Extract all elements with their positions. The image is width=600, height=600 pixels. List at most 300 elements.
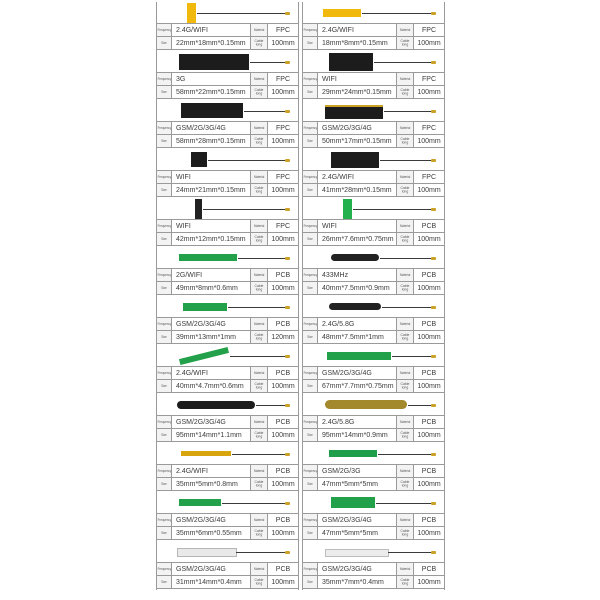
material-value: PCB <box>268 318 298 331</box>
product-cell <box>157 149 298 198</box>
material-label: Material <box>251 73 268 86</box>
size-value: 39mm*13mm*1mm <box>172 331 251 344</box>
frequency-label: Frequency <box>157 73 172 86</box>
spec-table <box>157 513 298 540</box>
cable-long-value: 120mm <box>268 331 298 344</box>
frequency-value: 3G <box>172 73 251 86</box>
cable-long-value: 100mm <box>268 527 298 540</box>
ipex-connector-icon <box>431 453 436 456</box>
material-label: Material <box>251 318 268 331</box>
product-cell <box>303 296 444 345</box>
cable-long-value: 100mm <box>414 478 444 491</box>
cable-long-value: 100mm <box>268 429 298 442</box>
cable-long-value: 100mm <box>414 429 444 442</box>
frequency-label: Frequency <box>157 269 172 282</box>
ipex-connector-icon <box>431 257 436 260</box>
spec-table <box>303 23 444 50</box>
material-value: FPC <box>414 122 444 135</box>
cable-long-value: 100mm <box>414 184 444 197</box>
cable-long-label: Cable long <box>251 37 268 50</box>
frequency-value: GSM/2G/3G/4G <box>172 563 251 576</box>
ipex-connector-icon <box>285 355 290 358</box>
antenna-photo <box>157 296 298 317</box>
frequency-value: GSM/2G/3G/4G <box>318 122 397 135</box>
ipex-connector-icon <box>285 551 290 554</box>
cable-long-value: 100mm <box>414 135 444 148</box>
size-label: Size <box>157 331 172 344</box>
cable-long-value: 100mm <box>268 86 298 99</box>
antenna-cable <box>238 258 287 259</box>
spec-table <box>303 366 444 393</box>
product-cell <box>157 2 298 51</box>
cable-long-value: 100mm <box>268 380 298 393</box>
product-cell <box>303 394 444 443</box>
antenna-cable <box>197 13 287 14</box>
frequency-label: Frequency <box>303 73 318 86</box>
antenna-cable <box>378 454 433 455</box>
size-value: 48mm*7.5mm*1mm <box>318 331 397 344</box>
frequency-label: Frequency <box>303 416 318 429</box>
antenna-board <box>329 53 373 71</box>
frequency-label: Frequency <box>157 514 172 527</box>
material-label: Material <box>251 220 268 233</box>
frequency-label: Frequency <box>157 220 172 233</box>
antenna-photo <box>157 443 298 464</box>
frequency-label: Frequency <box>303 367 318 380</box>
ipex-connector-icon <box>431 208 436 211</box>
frequency-value: GSM/2G/3G/4G <box>172 416 251 429</box>
material-value: PCB <box>268 465 298 478</box>
spec-table <box>157 23 298 50</box>
material-label: Material <box>397 367 414 380</box>
ipex-connector-icon <box>285 61 290 64</box>
material-label: Material <box>397 73 414 86</box>
frequency-value: GSM/2G/3G <box>318 465 397 478</box>
material-label: Material <box>397 171 414 184</box>
cable-long-label: Cable long <box>397 380 414 393</box>
antenna-cable <box>250 62 287 63</box>
product-cell <box>157 51 298 100</box>
antenna-cable <box>380 160 433 161</box>
ipex-connector-icon <box>431 551 436 554</box>
frequency-value: 433MHz <box>318 269 397 282</box>
ipex-connector-icon <box>431 110 436 113</box>
size-label: Size <box>157 429 172 442</box>
ipex-connector-icon <box>431 306 436 309</box>
ipex-connector-icon <box>431 355 436 358</box>
cable-long-value: 100mm <box>414 282 444 295</box>
size-value: 26mm*7.6mm*0.75mm <box>318 233 397 246</box>
material-value: FPC <box>268 220 298 233</box>
size-label: Size <box>303 576 318 589</box>
antenna-cable <box>230 356 287 357</box>
size-label: Size <box>303 478 318 491</box>
antenna-photo <box>157 247 298 268</box>
frequency-value: GSM/2G/3G/4G <box>318 563 397 576</box>
size-label: Size <box>303 282 318 295</box>
size-value: 35mm*5mm*0.8mm <box>172 478 251 491</box>
material-value: PCB <box>268 367 298 380</box>
ipex-connector-icon <box>285 208 290 211</box>
antenna-cable <box>256 405 287 406</box>
antenna-photo <box>303 394 444 415</box>
size-value: 42mm*12mm*0.15mm <box>172 233 251 246</box>
spec-table <box>157 121 298 148</box>
cable-long-value: 100mm <box>268 135 298 148</box>
material-value: PCB <box>414 563 444 576</box>
size-label: Size <box>157 576 172 589</box>
antenna-cable <box>408 405 433 406</box>
antenna-cable <box>244 111 287 112</box>
product-cell <box>303 149 444 198</box>
antenna-cable <box>384 111 433 112</box>
antenna-photo <box>303 2 444 23</box>
cable-long-value: 100mm <box>268 233 298 246</box>
material-label: Material <box>397 318 414 331</box>
antenna-cable <box>382 307 433 308</box>
cable-long-value: 100mm <box>268 282 298 295</box>
antenna-photo <box>157 541 298 562</box>
frequency-value: GSM/2G/3G/4G <box>172 318 251 331</box>
antenna-cable <box>388 552 433 553</box>
cable-long-label: Cable long <box>397 233 414 246</box>
material-label: Material <box>251 563 268 576</box>
antenna-photo <box>157 51 298 72</box>
ipex-connector-icon <box>431 159 436 162</box>
ipex-connector-icon <box>285 306 290 309</box>
size-value: 47mm*5mm*5mm <box>318 478 397 491</box>
frequency-label: Frequency <box>157 122 172 135</box>
cable-long-label: Cable long <box>251 478 268 491</box>
material-label: Material <box>397 465 414 478</box>
antenna-photo <box>157 198 298 219</box>
material-value: PCB <box>414 465 444 478</box>
antenna-board <box>325 400 407 409</box>
antenna-board <box>177 548 237 557</box>
size-label: Size <box>303 380 318 393</box>
material-value: PCB <box>414 318 444 331</box>
antenna-board <box>331 497 375 508</box>
antenna-photo <box>157 394 298 415</box>
ipex-connector-icon <box>431 502 436 505</box>
antenna-photo <box>303 198 444 219</box>
frequency-label: Frequency <box>157 171 172 184</box>
size-value: 58mm*22mm*0.15mm <box>172 86 251 99</box>
size-label: Size <box>157 527 172 540</box>
antenna-board <box>181 103 243 118</box>
product-cell <box>303 51 444 100</box>
cable-long-label: Cable long <box>251 331 268 344</box>
size-label: Size <box>303 184 318 197</box>
material-label: Material <box>251 465 268 478</box>
size-value: 22mm*18mm*0.15mm <box>172 37 251 50</box>
antenna-cable <box>203 209 287 210</box>
size-label: Size <box>157 135 172 148</box>
spec-table <box>157 366 298 393</box>
cable-long-label: Cable long <box>397 429 414 442</box>
antenna-board <box>331 254 379 261</box>
antenna-cable <box>392 356 433 357</box>
antenna-photo <box>303 149 444 170</box>
product-cell <box>157 443 298 492</box>
frequency-value: GSM/2G/3G/4G <box>318 514 397 527</box>
material-label: Material <box>251 416 268 429</box>
product-cell <box>157 492 298 541</box>
cable-long-value: 100mm <box>268 576 298 589</box>
size-value: 24mm*21mm*0.15mm <box>172 184 251 197</box>
antenna-photo <box>157 100 298 121</box>
size-value: 95mm*14mm*0.9mm <box>318 429 397 442</box>
antenna-board <box>181 451 231 456</box>
antenna-board <box>183 303 227 311</box>
product-cell <box>303 100 444 149</box>
antenna-cable <box>222 503 287 504</box>
ipex-connector-icon <box>285 404 290 407</box>
cable-long-value: 100mm <box>414 37 444 50</box>
frequency-label: Frequency <box>157 465 172 478</box>
cable-long-value: 100mm <box>414 331 444 344</box>
antenna-board <box>325 549 389 557</box>
catalog-grid <box>156 2 446 590</box>
size-value: 58mm*28mm*0.15mm <box>172 135 251 148</box>
cable-long-label: Cable long <box>251 527 268 540</box>
size-label: Size <box>157 380 172 393</box>
spec-table <box>303 317 444 344</box>
frequency-value: 2G/WIFI <box>172 269 251 282</box>
frequency-value: 2.4G/WIFI <box>172 465 251 478</box>
material-value: FPC <box>268 73 298 86</box>
size-value: 41mm*28mm*0.15mm <box>318 184 397 197</box>
ipex-connector-icon <box>285 453 290 456</box>
material-label: Material <box>397 563 414 576</box>
antenna-photo <box>303 247 444 268</box>
spec-table <box>303 170 444 197</box>
ipex-connector-icon <box>431 404 436 407</box>
cable-long-value: 100mm <box>268 478 298 491</box>
antenna-board <box>329 450 377 457</box>
product-cell <box>157 247 298 296</box>
material-value: FPC <box>268 122 298 135</box>
material-label: Material <box>397 24 414 37</box>
material-value: PCB <box>268 416 298 429</box>
ipex-connector-icon <box>285 159 290 162</box>
spec-table <box>303 121 444 148</box>
antenna-board <box>179 499 221 506</box>
material-value: PCB <box>268 269 298 282</box>
size-label: Size <box>303 135 318 148</box>
material-label: Material <box>397 122 414 135</box>
spec-table <box>157 317 298 344</box>
size-value: 50mm*17mm*0.15mm <box>318 135 397 148</box>
cable-long-label: Cable long <box>251 576 268 589</box>
material-value: PCB <box>414 269 444 282</box>
cable-long-value: 100mm <box>268 184 298 197</box>
spec-table <box>157 464 298 491</box>
frequency-value: GSM/2G/3G/4G <box>172 514 251 527</box>
frequency-value: WIFI <box>172 171 251 184</box>
antenna-board <box>329 303 381 310</box>
product-cell <box>157 394 298 443</box>
antenna-board <box>325 105 383 119</box>
spec-table <box>303 219 444 246</box>
ipex-connector-icon <box>285 257 290 260</box>
cable-long-value: 100mm <box>414 527 444 540</box>
ipex-connector-icon <box>285 502 290 505</box>
material-label: Material <box>251 122 268 135</box>
cable-long-value: 100mm <box>414 576 444 589</box>
material-value: PCB <box>268 563 298 576</box>
frequency-value: 2.4G/WIFI <box>172 367 251 380</box>
cable-long-label: Cable long <box>397 282 414 295</box>
size-label: Size <box>303 37 318 50</box>
material-label: Material <box>251 367 268 380</box>
cable-long-label: Cable long <box>397 184 414 197</box>
antenna-photo <box>157 492 298 513</box>
cable-long-value: 100mm <box>414 86 444 99</box>
antenna-cable <box>362 13 433 14</box>
frequency-value: 2.4G/5.8G <box>318 318 397 331</box>
size-value: 40mm*4.7mm*0.6mm <box>172 380 251 393</box>
material-label: Material <box>251 24 268 37</box>
spec-table <box>303 72 444 99</box>
spec-table <box>303 562 444 589</box>
cable-long-value: 100mm <box>414 380 444 393</box>
product-cell <box>157 198 298 247</box>
spec-table <box>303 415 444 442</box>
spec-table <box>157 268 298 295</box>
antenna-board <box>179 254 237 261</box>
antenna-photo <box>157 345 298 366</box>
product-cell <box>157 296 298 345</box>
frequency-label: Frequency <box>157 416 172 429</box>
size-label: Size <box>157 37 172 50</box>
frequency-value: WIFI <box>172 220 251 233</box>
product-cell <box>303 492 444 541</box>
antenna-cable <box>236 552 287 553</box>
size-label: Size <box>157 282 172 295</box>
product-cell <box>303 345 444 394</box>
frequency-label: Frequency <box>157 367 172 380</box>
frequency-label: Frequency <box>303 269 318 282</box>
size-value: 18mm*8mm*0.15mm <box>318 37 397 50</box>
size-label: Size <box>157 233 172 246</box>
catalog-column-left <box>156 2 299 590</box>
antenna-board <box>327 352 391 360</box>
frequency-value: 2.4G/WIFI <box>318 24 397 37</box>
frequency-label: Frequency <box>303 318 318 331</box>
antenna-board <box>343 199 352 219</box>
antenna-photo <box>303 345 444 366</box>
material-value: FPC <box>414 171 444 184</box>
cable-long-label: Cable long <box>251 380 268 393</box>
size-label: Size <box>157 184 172 197</box>
cable-long-label: Cable long <box>397 86 414 99</box>
antenna-photo <box>303 443 444 464</box>
product-cell <box>303 247 444 296</box>
antenna-photo <box>157 2 298 23</box>
material-value: FPC <box>268 171 298 184</box>
spec-table <box>157 415 298 442</box>
cable-long-label: Cable long <box>397 331 414 344</box>
size-value: 47mm*5mm*5mm <box>318 527 397 540</box>
product-cell <box>303 2 444 51</box>
cable-long-label: Cable long <box>397 527 414 540</box>
frequency-label: Frequency <box>303 122 318 135</box>
material-label: Material <box>397 220 414 233</box>
material-label: Material <box>397 269 414 282</box>
material-label: Material <box>397 416 414 429</box>
size-value: 31mm*14mm*0.4mm <box>172 576 251 589</box>
spec-table <box>303 513 444 540</box>
antenna-board <box>191 152 207 167</box>
frequency-value: 2.4G/WIFI <box>318 171 397 184</box>
cable-long-label: Cable long <box>397 135 414 148</box>
frequency-label: Frequency <box>303 24 318 37</box>
cable-long-label: Cable long <box>397 37 414 50</box>
ipex-connector-icon <box>285 12 290 15</box>
antenna-board <box>195 199 202 219</box>
antenna-cable <box>376 503 433 504</box>
cable-long-label: Cable long <box>251 184 268 197</box>
cable-long-label: Cable long <box>251 429 268 442</box>
frequency-label: Frequency <box>157 563 172 576</box>
frequency-value: GSM/2G/3G/4G <box>172 122 251 135</box>
material-value: PCB <box>414 416 444 429</box>
frequency-value: 2.4G/WIFI <box>172 24 251 37</box>
antenna-cable <box>208 160 287 161</box>
size-value: 67mm*7.7mm*0.75mm <box>318 380 397 393</box>
material-value: PCB <box>414 220 444 233</box>
frequency-label: Frequency <box>303 220 318 233</box>
catalog-column-right <box>302 2 445 590</box>
cable-long-label: Cable long <box>397 576 414 589</box>
product-cell <box>303 198 444 247</box>
spec-table <box>303 464 444 491</box>
size-value: 35mm*6mm*0.55mm <box>172 527 251 540</box>
frequency-value: 2.4G/5.8G <box>318 416 397 429</box>
material-value: FPC <box>414 24 444 37</box>
antenna-photo <box>303 51 444 72</box>
antenna-cable <box>380 258 433 259</box>
frequency-value: WIFI <box>318 220 397 233</box>
antenna-board <box>323 9 361 17</box>
antenna-board <box>331 152 379 168</box>
product-cell <box>303 443 444 492</box>
frequency-label: Frequency <box>303 563 318 576</box>
ipex-connector-icon <box>431 12 436 15</box>
antenna-photo <box>303 296 444 317</box>
size-label: Size <box>303 527 318 540</box>
antenna-cable <box>228 307 287 308</box>
cable-long-label: Cable long <box>251 233 268 246</box>
spec-table <box>157 562 298 589</box>
antenna-board <box>179 347 229 365</box>
material-label: Material <box>397 514 414 527</box>
material-value: PCB <box>414 514 444 527</box>
size-value: 29mm*24mm*0.15mm <box>318 86 397 99</box>
size-label: Size <box>303 233 318 246</box>
spec-table <box>157 170 298 197</box>
material-value: PCB <box>414 367 444 380</box>
antenna-cable <box>353 209 433 210</box>
material-value: FPC <box>268 24 298 37</box>
antenna-cable <box>232 454 287 455</box>
cable-long-value: 100mm <box>414 233 444 246</box>
material-value: PCB <box>268 514 298 527</box>
size-label: Size <box>157 478 172 491</box>
cable-long-label: Cable long <box>397 478 414 491</box>
cable-long-label: Cable long <box>251 135 268 148</box>
